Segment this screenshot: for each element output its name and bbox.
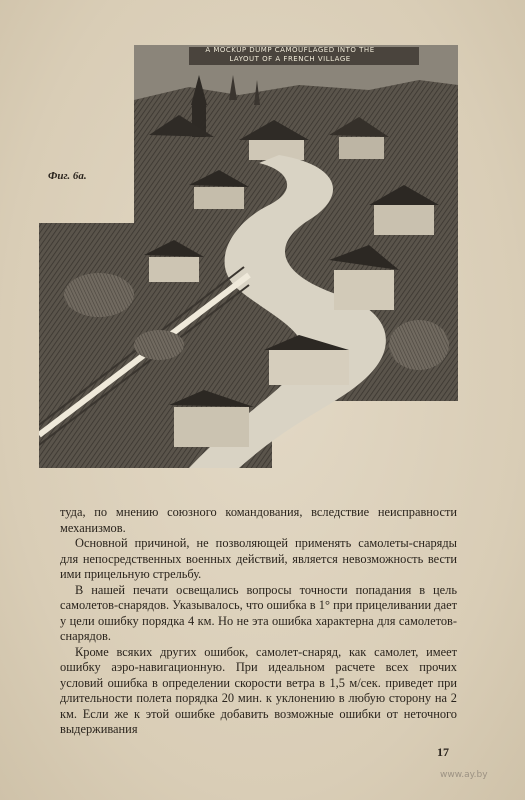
illustration-inset-label: A MOCKUP DUMP CAMOUFLAGED INTO THE LAYOUT OF A FRENCH VILLAGE [205,46,375,63]
figure-caption: Фиг. 6а. [48,170,87,182]
illustration-drawing [39,45,458,468]
paragraph: Кроме всяких других ошибок, самолет-снаряд, как самолет, имеет ошибку аэро-навигационную. При идеальном расчете всех прочих условий ошибка в определении скорости ветра в 1,5 м/сек. приведет при длительности полета порядка 20 мин. к уклонению в любую сторону на 2 км. Если же к этой ошибке добавить возможные ошибки от неточного выдерживания [60,644,457,736]
paragraph: В нашей печати освещались вопросы точности попадания в цель самолетов-снарядов. Указывалось, что ошибка в 1° при прицеливании дает у цели ошибку порядка 4 км. Но не эта ошибка характерна для самолетов-снарядов. [60,582,457,643]
village-illustration [39,45,458,468]
watermark: www.ay.by [440,770,488,780]
body-text [60,505,457,738]
paragraph: Основной причиной, не позволяющей применять самолеты-снаряды для непосредственных военных действий, является невозможность вести ими прицельную стрельбу. [60,536,457,581]
page-number: 17 [437,745,449,759]
paragraph: туда, по мнению союзного командования, вследствие неисправности механизмов. [60,505,457,535]
